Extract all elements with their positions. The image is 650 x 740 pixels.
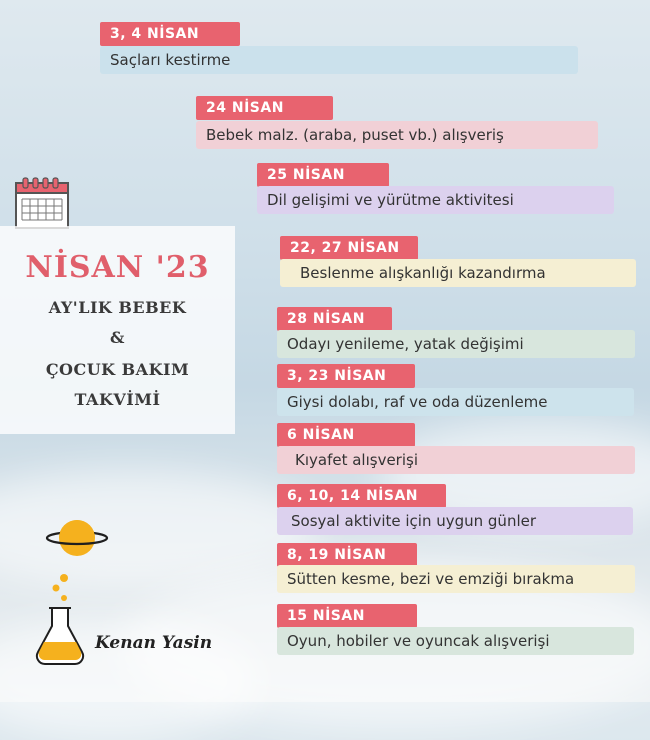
date-tag: 28 NİSAN [277, 307, 392, 331]
date-tag: 22, 27 NİSAN [280, 236, 418, 260]
date-tag: 3, 4 NİSAN [100, 22, 240, 46]
activity-bar: Kıyafet alışverişi [277, 446, 635, 474]
date-tag: 24 NİSAN [196, 96, 333, 120]
date-tag: 8, 19 NİSAN [277, 543, 417, 567]
activity-bar: Oyun, hobiler ve oyuncak alışverişi [277, 627, 634, 655]
date-tag: 3, 23 NİSAN [277, 364, 415, 388]
subtitle-line-4: TAKVİMİ [74, 390, 161, 409]
activity-bar: Sosyal aktivite için uygun günler [277, 507, 633, 535]
subtitle-line-3: ÇOCUK BAKIM [45, 360, 190, 379]
page-title: NİSAN '23 [25, 250, 210, 285]
activity-bar: Sütten kesme, bezi ve emziği bırakma [277, 565, 635, 593]
activity-bar: Odayı yenileme, yatak değişimi [277, 330, 635, 358]
activity-bar: Saçları kestirme [100, 46, 578, 74]
subtitle-line-1: AY'LIK BEBEK [48, 298, 187, 317]
date-tag: 6, 10, 14 NİSAN [277, 484, 446, 508]
calendar-icon [13, 175, 71, 231]
activity-bar: Dil gelişimi ve yürütme aktivitesi [257, 186, 614, 214]
activity-bar: Bebek malz. (araba, puset vb.) alışveriş [196, 121, 598, 149]
date-tag: 6 NİSAN [277, 423, 415, 447]
activity-bar: Giysi dolabı, raf ve oda düzenleme [277, 388, 634, 416]
subtitle-ampersand: & [110, 328, 125, 347]
date-tag: 15 NİSAN [277, 604, 417, 628]
flask-icon [34, 572, 86, 668]
title-panel [0, 226, 235, 434]
author-signature: Kenan Yasin [95, 633, 213, 653]
date-tag: 25 NİSAN [257, 163, 389, 187]
activity-bar: Beslenme alışkanlığı kazandırma [280, 259, 636, 287]
planet-icon [44, 512, 110, 564]
